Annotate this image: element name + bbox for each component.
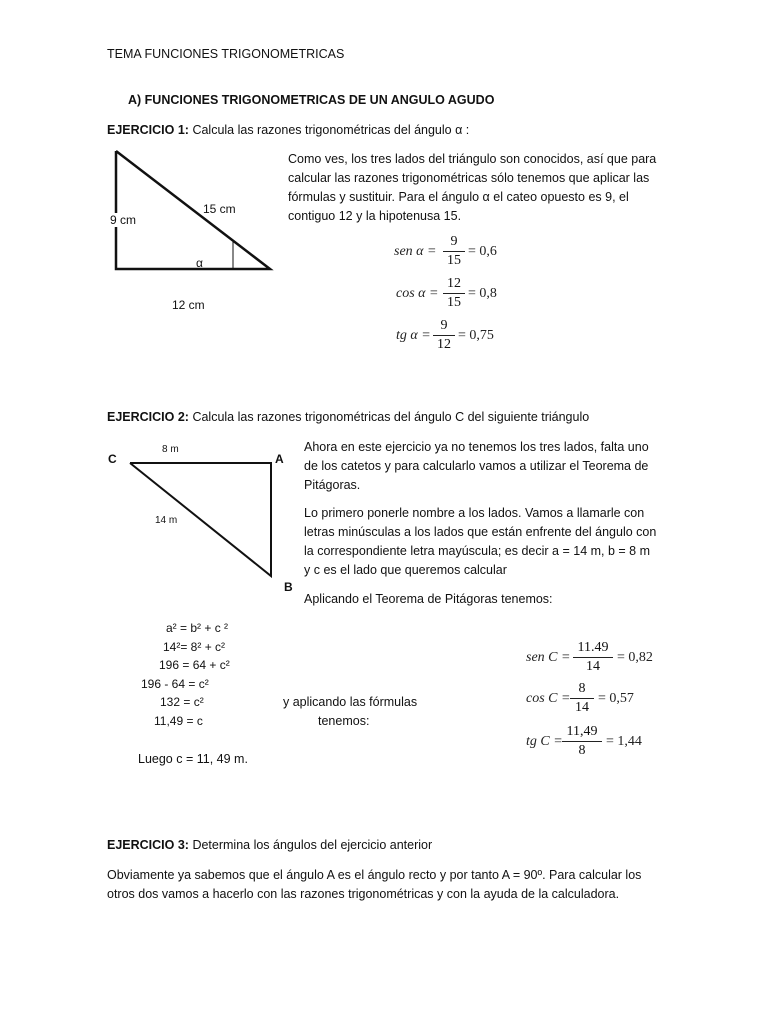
fraction-denominator: 15 [447, 295, 461, 310]
ex2-triangle-figure [120, 455, 280, 585]
ex1-label-hypotenuse: 15 cm [203, 202, 236, 216]
ex2-sen-lhs: sen C = [526, 650, 571, 665]
fraction-denominator: 12 [437, 337, 451, 352]
ex1-heading [107, 123, 469, 137]
ex2-step: 14²= 8² + c² [163, 640, 226, 654]
ex2-sen-fraction [573, 640, 613, 675]
ex2-tg-lhs: tg C = [526, 734, 563, 749]
fraction-denominator: 14 [586, 659, 600, 674]
ex1-cos-result: = 0,8 [468, 286, 497, 301]
ex2-vertex-a: A [275, 452, 284, 466]
ex2-label: EJERCICIO 2: [107, 410, 189, 424]
ex3-text-line: otros dos vamos a hacerlo con las razones trigonométricas y con la ayuda de la calculadora. [107, 887, 620, 901]
ex3-heading [107, 838, 432, 852]
fraction-numerator: 9 [450, 234, 458, 249]
ex1-text-line: fórmulas y sustituir. Para el ángulo α el cateo opuesto es 9, el [288, 190, 629, 204]
ex2-text-line: y c es el lado que queremos calcular [304, 563, 507, 577]
ex2-heading [107, 410, 589, 424]
ex1-sen-fraction [443, 234, 465, 269]
document-title: TEMA FUNCIONES TRIGONOMETRICAS [107, 47, 345, 61]
ex3-text-line: Obviamente ya sabemos que el ángulo A es el ángulo recto y por tanto A = 90º. Para calcular los [107, 868, 642, 882]
section-heading: A) FUNCIONES TRIGONOMETRICAS DE UN ANGULO AGUDO [128, 93, 495, 107]
ex2-prompt: Calcula las razones trigonométricas del ángulo C del siguiente triángulo [188, 410, 590, 424]
ex2-cos-result: = 0,57 [598, 691, 634, 706]
ex2-step: 196 - 64 = c² [141, 677, 209, 691]
ex2-mid-text-1: y aplicando las fórmulas [283, 695, 418, 709]
ex1-cos-fraction [443, 276, 465, 311]
fraction-numerator: 8 [578, 681, 586, 696]
ex1-explanation [288, 150, 656, 226]
ex1-prompt: Calcula las razones trigonométricas del ángulo α : [188, 123, 470, 137]
ex2-paragraph-3: Aplicando el Teorema de Pitágoras tenemos: [304, 592, 553, 606]
ex2-paragraph-2 [304, 504, 656, 580]
ex3-paragraph [107, 866, 641, 904]
ex2-tg-fraction [562, 724, 602, 759]
ex1-cos-lhs: cos α = [396, 286, 439, 301]
ex1-tg-result: = 0,75 [458, 328, 494, 343]
ex2-step: 196 = 64 + c² [159, 658, 230, 672]
ex1-label-vertical: 9 cm [110, 213, 137, 227]
ex2-step: a² = b² + c ² [166, 621, 229, 635]
ex2-mid-text-2: tenemos: [318, 714, 370, 728]
ex2-step: 132 = c² [160, 695, 204, 709]
fraction-denominator: 15 [447, 253, 461, 268]
ex2-cos-lhs: cos C = [526, 691, 571, 706]
ex2-sen-result: = 0,82 [617, 650, 653, 665]
ex2-text-line: Ahora en este ejercicio ya no tenemos los tres lados, falta uno [304, 440, 649, 454]
ex2-tg-result: = 1,44 [606, 734, 642, 749]
ex2-text-line: letras minúsculas a los lados que están enfrente del ángulo con [304, 525, 657, 539]
ex2-text-line: Lo primero ponerle nombre a los lados. Vamos a llamarle con [304, 506, 645, 520]
ex2-conclusion: Luego c = 11, 49 m. [138, 752, 248, 766]
ex1-text-line: calcular las razones trigonométricas sólo tenemos que aplicar las [288, 171, 650, 185]
ex2-text-line: la correspondiente letra mayúscula; es decir a = 14 m, b = 8 m [304, 544, 651, 558]
ex1-triangle [116, 151, 270, 269]
fraction-numerator: 11.49 [577, 640, 609, 655]
ex2-label-hyp: 14 m [155, 515, 178, 526]
ex2-paragraph-1 [304, 438, 649, 495]
fraction-numerator: 9 [440, 318, 448, 333]
ex2-text-line: Pitágoras. [304, 478, 361, 492]
ex3-prompt: Determina los ángulos del ejercicio anterior [188, 838, 433, 852]
ex2-text-line: de los catetos y para calcularlo vamos a utilizar el Teorema de [304, 459, 649, 473]
ex1-label-angle: α [196, 256, 203, 270]
ex2-cos-fraction [570, 681, 594, 716]
ex1-sen-result: = 0,6 [468, 244, 497, 259]
ex2-vertex-c: C [108, 452, 117, 466]
ex1-tg-lhs: tg α = [396, 328, 431, 343]
ex1-sen-lhs: sen α = [394, 244, 437, 259]
ex2-vertex-b: B [284, 580, 293, 594]
ex1-text-line: contiguo 12 y la hipotenusa 15. [288, 209, 462, 223]
fraction-denominator: 8 [578, 743, 586, 758]
ex1-tg-fraction [433, 318, 455, 353]
ex1-label-base: 12 cm [172, 298, 205, 312]
ex2-label-top: 8 m [162, 444, 179, 455]
fraction-denominator: 14 [575, 700, 589, 715]
ex1-label: EJERCICIO 1: [107, 123, 189, 137]
fraction-numerator: 12 [447, 276, 461, 291]
ex1-text-line: Como ves, los tres lados del triángulo son conocidos, así que para [288, 152, 657, 166]
fraction-numerator: 11,49 [566, 724, 598, 739]
ex2-triangle [130, 463, 271, 576]
ex3-label: EJERCICIO 3: [107, 838, 189, 852]
ex2-step: 11,49 = c [154, 714, 203, 728]
